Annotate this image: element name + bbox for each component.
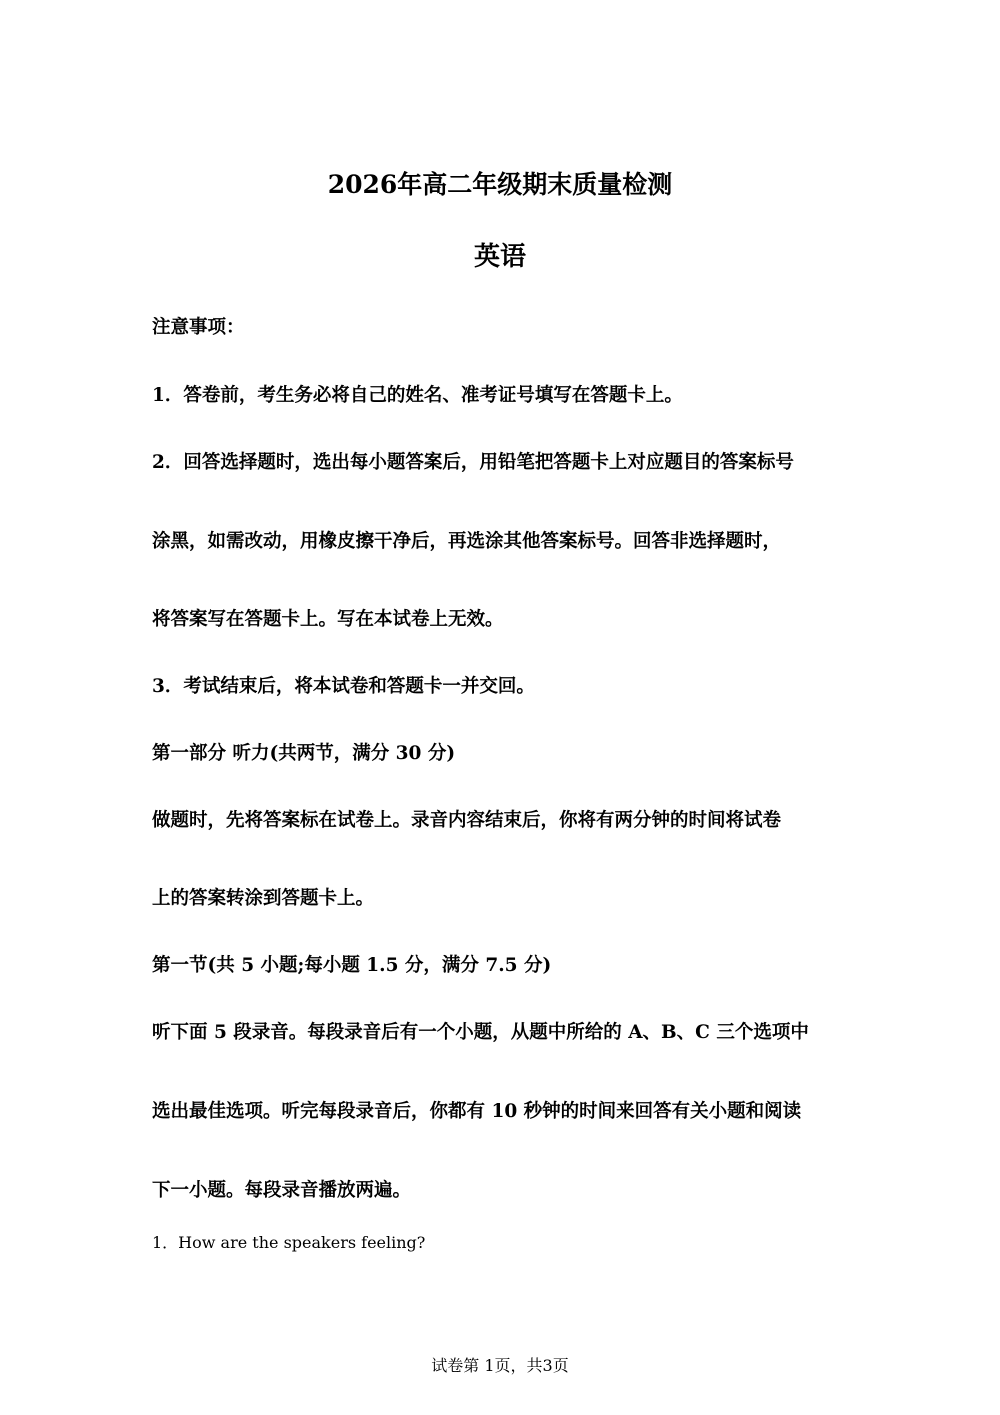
notice-heading: 注意事项： xyxy=(152,317,245,338)
notice-item: 1．答卷前，考生务必将自己的姓名、准考证号填写在答题卡上。 xyxy=(152,385,683,406)
section1-instruction: 听下面 5 段录音。每段录音后有一个小题，从题中所给的 A、B、C 三个选项中 xyxy=(152,1022,809,1043)
page-footer: 试卷第 1页，共3页 xyxy=(431,1356,569,1375)
part1-instruction: 做题时，先将答案标在试卷上。录音内容结束后，你将有两分钟的时间将试卷 xyxy=(152,810,782,831)
section1-instruction: 下一小题。每段录音播放两遍。 xyxy=(152,1180,412,1201)
notice-item: 2．回答选择题时，选出每小题答案后，用铅笔把答题卡上对应题目的答案标号 xyxy=(152,452,794,473)
question-1: 1．How are the speakers feeling? xyxy=(152,1233,426,1252)
part1-instruction: 上的答案转涂到答题卡上。 xyxy=(152,888,375,909)
part1-heading: 第一部分 听力(共两节，满分 30 分) xyxy=(152,743,456,764)
notice-item: 涂黑，如需改动，用橡皮擦干净后，再选涂其他答案标号。回答非选择题时， xyxy=(152,531,782,552)
notice-item: 将答案写在答题卡上。写在本试卷上无效。 xyxy=(152,609,504,630)
section1-instruction: 选出最佳选项。听完每段录音后，你都有 10 秒钟的时间来回答有关小题和阅读 xyxy=(152,1101,802,1122)
subject-title: 英语 xyxy=(473,242,526,272)
notice-item: 3．考试结束后，将本试卷和答题卡一并交回。 xyxy=(152,676,535,697)
exam-title: 2026年高二年级期末质量检测 xyxy=(327,170,673,199)
section1-heading: 第一节(共 5 小题;每小题 1.5 分，满分 7.5 分) xyxy=(152,955,552,976)
